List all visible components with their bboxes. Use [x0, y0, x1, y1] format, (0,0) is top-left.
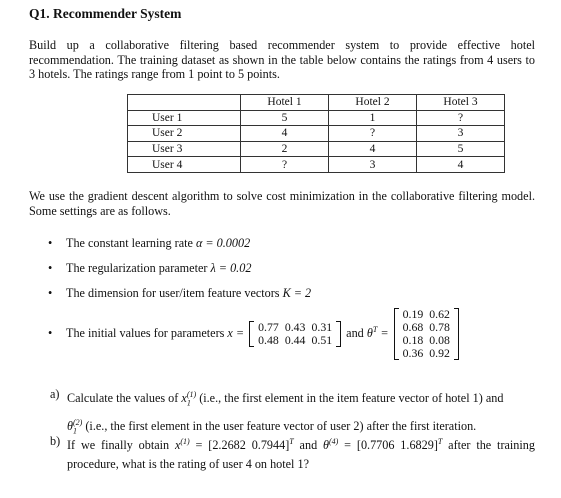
table-row: [128, 141, 505, 157]
ratings-table: [127, 94, 505, 173]
table-cell: ?: [241, 157, 329, 173]
matrix-cell: 0.78: [429, 320, 450, 334]
table-cell: 1: [329, 110, 417, 126]
matrix-cell: 0.92: [429, 346, 450, 360]
table-row: [128, 126, 505, 142]
bullet-dimension: • The dimension for user/item feature vectors K = 2: [48, 286, 312, 300]
matrix-cell: 0.48: [258, 333, 279, 347]
math-expression: K = 2: [282, 286, 312, 300]
table-cell: User 3: [128, 141, 241, 157]
bullet-learning-rate: • The constant learning rate α = 0.0002: [48, 236, 251, 250]
theta-matrix: [394, 308, 459, 360]
table-header-cell: [128, 95, 241, 111]
matrix-row: [400, 347, 453, 360]
intro-paragraph: Build up a collaborative filtering based recommender system to provide effective hotel recommendation. The training dataset as shown in the table below contains the ratings from 4 users to 3 hotels. The ratings range from 1 point to 5 points.: [29, 38, 535, 82]
bullet-dot: •: [48, 286, 53, 300]
table-header-cell: Hotel 3: [417, 95, 505, 111]
matrix-cell: 0.43: [284, 320, 306, 334]
bullet-dot: •: [48, 236, 53, 250]
table-header-row: [128, 95, 505, 111]
table-cell: User 2: [128, 126, 241, 142]
matrix-cell: 0.68: [402, 320, 424, 334]
table-cell: ?: [329, 126, 417, 142]
bullet-dot: •: [48, 325, 53, 340]
table-cell: 2: [241, 141, 329, 157]
question-text: If we finally obtain $x^{(1)} = [2.2682$ 0.7944]$^T$ and $\theta^{(4)} = [0.7706$ 1.6829]$^T$ after the training procedure, what is the rating of user 4 on hotel 1?: [67, 437, 535, 472]
matrix-cell: 0.36: [402, 346, 424, 360]
math-expression: α = 0.0002: [195, 236, 251, 250]
table-cell: User 1: [128, 110, 241, 126]
matrix-cell: 0.31: [311, 320, 333, 334]
matrix-cell: 0.08: [429, 333, 450, 347]
matrix-cell: 0.62: [429, 307, 450, 321]
bullet-dot: •: [48, 261, 53, 275]
table-row: [128, 110, 505, 126]
table-cell: 4: [417, 157, 505, 173]
question-text: Calculate the values of $x_1^{(1)}$ (i.e., the first element in the item feature vector of hotel 1) and $\theta_1^{(2)}$ (i.e., the first element in the user feature vector of user 2) after the first iteration.: [67, 390, 504, 435]
table-cell: 4: [241, 126, 329, 142]
table-header-cell: Hotel 2: [329, 95, 417, 111]
matrix-cell: 0.77: [258, 320, 279, 334]
matrix-cell: 0.18: [402, 333, 424, 347]
table-row: [128, 157, 505, 173]
math-expression: $\theta^T$ =: [366, 324, 389, 340]
table-header-cell: Hotel 1: [241, 95, 329, 111]
matrix-cell: 0.44: [284, 333, 306, 347]
matrix-cell: 0.19: [402, 307, 424, 321]
matrix-row: [255, 334, 335, 347]
math-expression: x =: [227, 325, 245, 340]
table-cell: 4: [329, 141, 417, 157]
matrix-cell: 0.51: [311, 333, 333, 347]
question-label: b): [50, 434, 61, 448]
question-b: [50, 432, 535, 474]
table-cell: 3: [417, 126, 505, 142]
bullet-initial-values: • The initial values for parameters x = 0.77 0.43 0.31 0.48 0.44 0.51 and $\theta^T$ = 0.19 0.62 0.68 0.78 0.18 0.08 0.36 0.92: [48, 308, 461, 360]
question-title: Q1. Recommender System: [29, 6, 182, 21]
bullet-regularization: • The regularization parameter λ = 0.02: [48, 261, 252, 275]
table-cell: User 4: [128, 157, 241, 173]
table-cell: 5: [241, 110, 329, 126]
method-paragraph: We use the gradient descent algorithm to solve cost minimization in the collaborative filtering model. Some settings are as follows.: [29, 189, 535, 218]
x-matrix: [249, 321, 341, 347]
math-expression: λ = 0.02: [210, 261, 252, 275]
table-cell: 3: [329, 157, 417, 173]
question-label: a): [50, 387, 60, 401]
table-cell: ?: [417, 110, 505, 126]
table-cell: 5: [417, 141, 505, 157]
